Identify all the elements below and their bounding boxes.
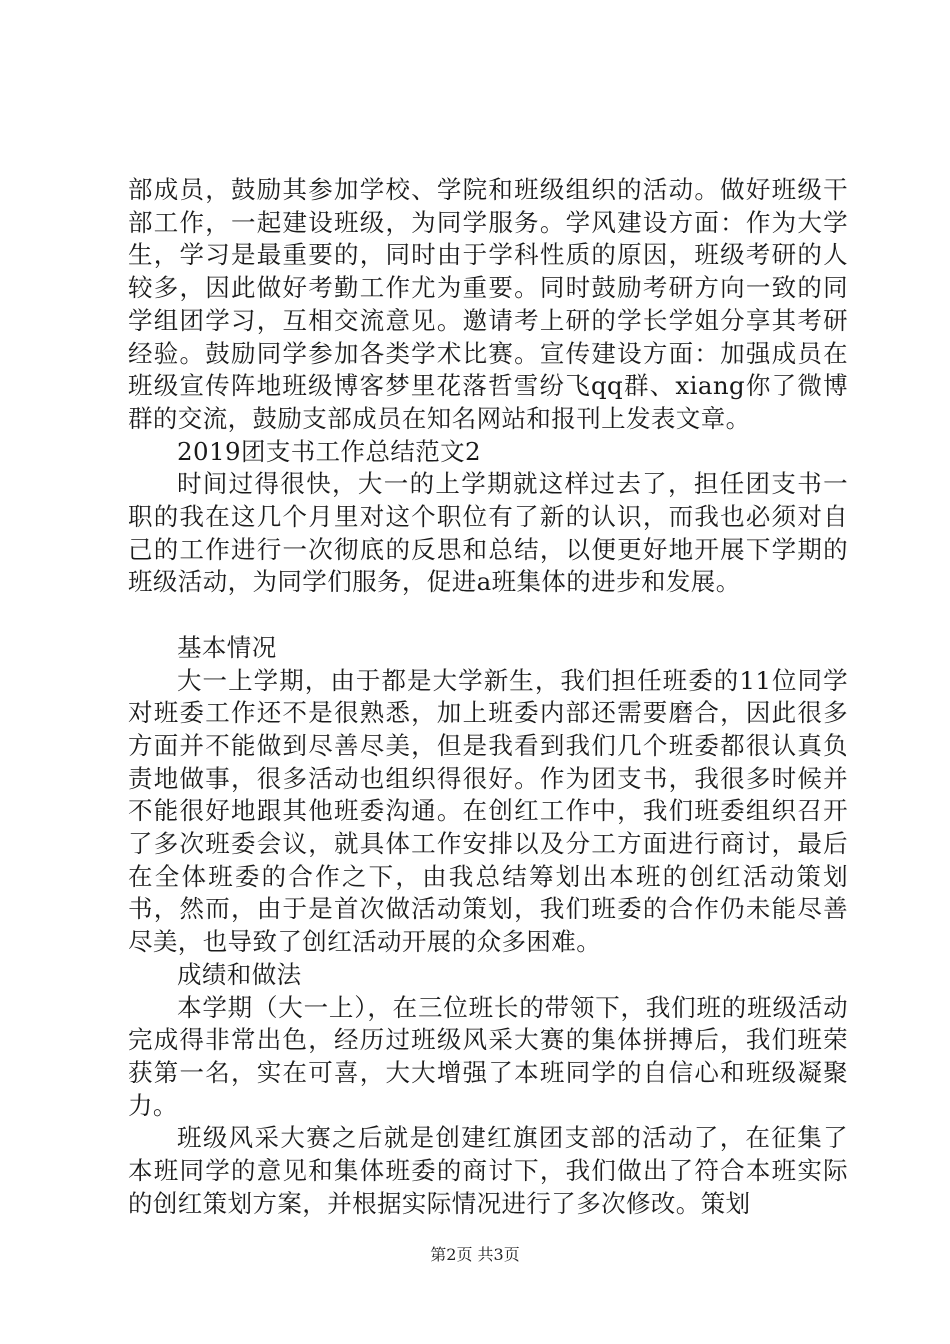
section-heading-title: 2019团支书工作总结范文2 (177, 436, 482, 466)
document-body (128, 174, 848, 1220)
paragraph-intro: 时间过得很快，大一的上学期就这样过去了，担任团支书一职的我在这几个月里对这个职位有了新的认识，而我也必须对自己的工作进行一次彻底的反思和总结，以便更好地开展下学期的班级活动，为同学们服务，促进a班集体的进步和发展。 (128, 469, 848, 597)
page-footer: 第2页 共3页 (430, 1245, 520, 1264)
paragraph-red-flag: 班级风采大赛之后就是创建红旗团支部的活动了，在征集了本班同学的意见和集体班委的商讨下，我们做出了符合本班实际的创红策划方案，并根据实际情况进行了多次修改。策划 (128, 1123, 848, 1218)
blank-line (128, 599, 848, 632)
paragraph-achievements: 本学期（大一上），在三位班长的带领下，我们班的班级活动完成得非常出色，经历过班级风采大赛的集体拼搏后，我们班荣获第一名，实在可喜，大大增强了本班同学的自信心和班级凝聚力。 (128, 992, 848, 1120)
heading-basic-situation: 基本情况 (177, 632, 277, 662)
heading-achievements: 成绩和做法 (177, 959, 302, 989)
paragraph-basic-situation: 大一上学期，由于都是大学新生，我们担任班委的11位同学对班委工作还不是很熟悉，加上班委内部还需要磨合，因此很多方面并不能做到尽善尽美，但是我看到我们几个班委都很认真负责地做事，很多活动也组织得很好。作为团支书，我很多时候并不能很好地跟其他班委沟通。在创红工作中，我们班委组织召开了多次班委会议，就具体工作安排以及分工方面进行商讨，最后在全体班委的合作之下，由我总结筹划出本班的创红活动策划书，然而，由于是首次做活动策划，我们班委的合作仍未能尽善尽美，也导致了创红活动开展的众多困难。 (128, 665, 848, 957)
paragraph-continued: 部成员，鼓励其参加学校、学院和班级组织的活动。做好班级干部工作，一起建设班级，为同学服务。学风建设方面：作为大学生，学习是最重要的，同时由于学科性质的原因，班级考研的人较多，因此做好考勤工作尤为重要。同时鼓励考研方向一致的同学组团学习，互相交流意见。邀请考上研的学长学姐分享其考研经验。鼓励同学参加各类学术比赛。宣传建设方面：加强成员在班级宣传阵地班级博客梦里花落哲雪纷飞qq群、xiang你了微博群的交流，鼓励支部成员在知名网站和报刊上发表文章。 (128, 175, 848, 433)
